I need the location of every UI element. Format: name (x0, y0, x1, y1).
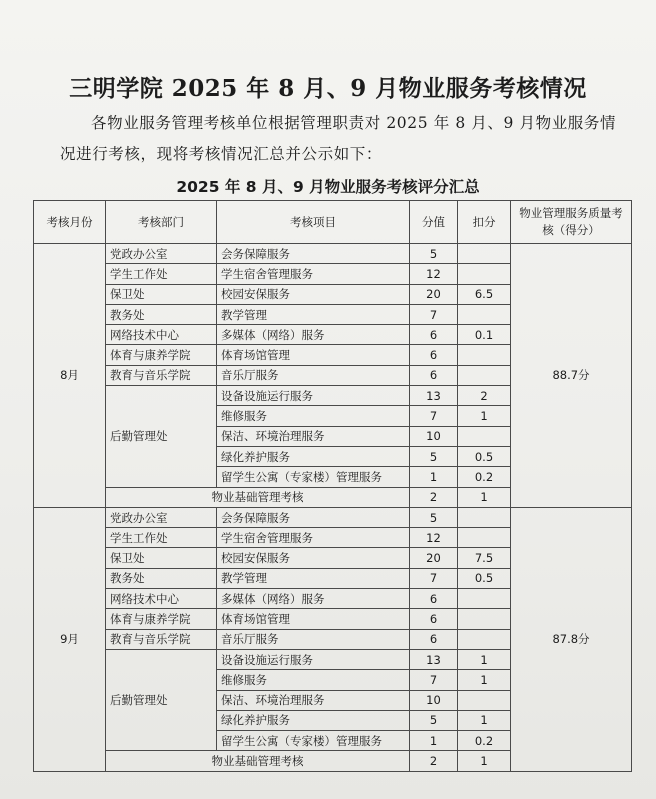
header-deduction: 扣分 (458, 201, 511, 244)
item-cell: 体育场馆管理 (217, 345, 410, 365)
item-cell: 音乐厅服务 (217, 365, 410, 385)
dept-cell: 网络技术中心 (106, 325, 217, 345)
deduction-cell: 1 (458, 487, 511, 507)
item-cell: 保洁、环境治理服务 (217, 690, 410, 710)
document-title: 三明学院 2025 年 8 月、9 月物业服务考核情况 (69, 75, 587, 102)
deduction-cell (458, 609, 511, 629)
deduction-cell: 1 (458, 670, 511, 690)
dept-cell: 体育与康养学院 (106, 345, 217, 365)
score-cell: 88.7分 (511, 244, 632, 508)
points-cell: 1 (410, 731, 458, 751)
header-month: 考核月份 (34, 201, 106, 244)
points-cell: 5 (410, 710, 458, 730)
points-cell: 13 (410, 649, 458, 669)
points-cell: 6 (410, 589, 458, 609)
points-cell: 6 (410, 629, 458, 649)
item-cell: 音乐厅服务 (217, 629, 410, 649)
deduction-cell (458, 304, 511, 324)
header-item: 考核项目 (217, 201, 410, 244)
item-cell: 多媒体（网络）服务 (217, 325, 410, 345)
points-cell: 12 (410, 528, 458, 548)
points-cell: 20 (410, 284, 458, 304)
deduction-cell: 0.5 (458, 446, 511, 466)
points-cell: 5 (410, 244, 458, 264)
deduction-cell (458, 629, 511, 649)
points-cell: 1 (410, 467, 458, 487)
points-cell: 6 (410, 325, 458, 345)
deduction-cell (458, 507, 511, 527)
table-body (34, 244, 632, 772)
item-cell: 留学生公寓（专家楼）管理服务 (217, 731, 410, 751)
deduction-cell (458, 589, 511, 609)
deduction-cell (458, 365, 511, 385)
deduction-cell (458, 264, 511, 284)
deduction-cell: 1 (458, 710, 511, 730)
table-row (34, 244, 632, 264)
deduction-cell: 7.5 (458, 548, 511, 568)
dept-cell: 体育与康养学院 (106, 609, 217, 629)
deduction-cell: 0.2 (458, 467, 511, 487)
base-management-label: 物业基础管理考核 (106, 487, 410, 507)
dept-cell: 教务处 (106, 304, 217, 324)
dept-cell: 党政办公室 (106, 244, 217, 264)
dept-cell: 网络技术中心 (106, 589, 217, 609)
points-cell: 2 (410, 751, 458, 771)
intro-paragraph: 各物业服务管理考核单位根据管理职责对 2025 年 8 月、9 月物业服务情况进行考核，现将考核情况汇总并公示如下： (60, 114, 617, 163)
dept-cell: 保卫处 (106, 284, 217, 304)
item-cell: 多媒体（网络）服务 (217, 589, 410, 609)
deduction-cell: 6.5 (458, 284, 511, 304)
header-points: 分值 (410, 201, 458, 244)
item-cell: 教学管理 (217, 304, 410, 324)
item-cell: 会务保障服务 (217, 507, 410, 527)
header-dept: 考核部门 (106, 201, 217, 244)
month-cell: 9月 (34, 507, 106, 771)
dept-cell: 教育与音乐学院 (106, 365, 217, 385)
month-cell: 8月 (34, 244, 106, 508)
item-cell: 会务保障服务 (217, 244, 410, 264)
item-cell: 维修服务 (217, 406, 410, 426)
dept-cell: 党政办公室 (106, 507, 217, 527)
deduction-cell (458, 690, 511, 710)
points-cell: 2 (410, 487, 458, 507)
points-cell: 6 (410, 365, 458, 385)
deduction-cell: 1 (458, 406, 511, 426)
item-cell: 校园安保服务 (217, 284, 410, 304)
dept-cell: 教育与音乐学院 (106, 629, 217, 649)
points-cell: 7 (410, 568, 458, 588)
dept-cell: 后勤管理处 (106, 386, 217, 487)
deduction-cell (458, 528, 511, 548)
points-cell: 10 (410, 426, 458, 446)
deduction-cell: 0.5 (458, 568, 511, 588)
item-cell: 绿化养护服务 (217, 446, 410, 466)
dept-cell: 保卫处 (106, 548, 217, 568)
points-cell: 12 (410, 264, 458, 284)
deduction-cell (458, 244, 511, 264)
deduction-cell: 1 (458, 751, 511, 771)
dept-cell: 后勤管理处 (106, 649, 217, 750)
header-score: 物业管理服务质量考核（得分） (511, 201, 632, 244)
points-cell: 5 (410, 446, 458, 466)
item-cell: 教学管理 (217, 568, 410, 588)
dept-cell: 学生工作处 (106, 264, 217, 284)
item-cell: 绿化养护服务 (217, 710, 410, 730)
points-cell: 13 (410, 386, 458, 406)
deduction-cell: 0.1 (458, 325, 511, 345)
points-cell: 6 (410, 345, 458, 365)
points-cell: 7 (410, 304, 458, 324)
table-title: 2025 年 8 月、9 月物业服务考核评分汇总 (176, 178, 480, 196)
points-cell: 6 (410, 609, 458, 629)
points-cell: 20 (410, 548, 458, 568)
base-management-label: 物业基础管理考核 (106, 751, 410, 771)
points-cell: 7 (410, 406, 458, 426)
item-cell: 维修服务 (217, 670, 410, 690)
deduction-cell: 1 (458, 649, 511, 669)
deduction-cell (458, 426, 511, 446)
item-cell: 学生宿舍管理服务 (217, 528, 410, 548)
points-cell: 10 (410, 690, 458, 710)
dept-cell: 学生工作处 (106, 528, 217, 548)
points-cell: 7 (410, 670, 458, 690)
deduction-cell: 2 (458, 386, 511, 406)
table-header-row (34, 201, 632, 244)
deduction-cell: 0.2 (458, 731, 511, 751)
item-cell: 留学生公寓（专家楼）管理服务 (217, 467, 410, 487)
item-cell: 体育场馆管理 (217, 609, 410, 629)
points-cell: 5 (410, 507, 458, 527)
item-cell: 校园安保服务 (217, 548, 410, 568)
table-row (34, 507, 632, 527)
item-cell: 保洁、环境治理服务 (217, 426, 410, 446)
score-summary-table (33, 200, 632, 772)
dept-cell: 教务处 (106, 568, 217, 588)
deduction-cell (458, 345, 511, 365)
item-cell: 学生宿舍管理服务 (217, 264, 410, 284)
item-cell: 设备设施运行服务 (217, 386, 410, 406)
item-cell: 设备设施运行服务 (217, 649, 410, 669)
score-cell: 87.8分 (511, 507, 632, 771)
